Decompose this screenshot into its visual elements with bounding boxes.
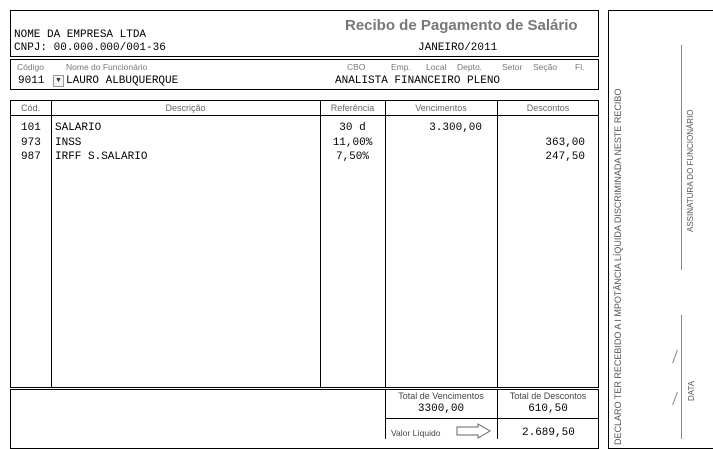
- label-secao: Seção: [533, 62, 558, 72]
- row-1-cod: 101: [21, 122, 41, 134]
- row-3-descricao: IRFF S.SALARIO: [55, 151, 148, 163]
- label-depto: Depto.: [457, 62, 483, 72]
- label-fl: Fl.: [575, 62, 585, 72]
- col-divider-referencia: [385, 100, 386, 388]
- label-code: Código: [17, 62, 44, 72]
- header-cod: Cód.: [20, 103, 40, 113]
- row-1-vencimentos: 3.300,00: [429, 122, 482, 134]
- row-1-referencia: 30 d: [339, 122, 366, 134]
- label-setor: Setor: [502, 62, 523, 72]
- total-vencimentos-value: 3300,00: [417, 403, 465, 415]
- company-cnpj: CNPJ: 00.000.000/001-36: [14, 42, 166, 54]
- row-2-referencia: 11,00%: [332, 137, 373, 149]
- total-descontos-value: 610,50: [528, 403, 568, 415]
- label-cbo: CBO: [347, 62, 366, 72]
- employee-code: 9011: [18, 75, 45, 87]
- signature-panel: [608, 10, 713, 449]
- employee-name: LAURO ALBUQUERQUE: [66, 75, 179, 87]
- table-header-divider: [10, 115, 599, 116]
- date-line: [681, 315, 682, 439]
- signature-line: [681, 45, 682, 270]
- label-local: Local: [426, 62, 447, 72]
- header-vencimentos: Vencimentos: [415, 103, 467, 113]
- date-label: DATA: [687, 380, 696, 401]
- chevron-down-icon: ▼: [55, 77, 62, 84]
- row-1-descricao: SALARIO: [55, 122, 102, 134]
- employee-code-dropdown[interactable]: [53, 75, 64, 87]
- row-3-cod: 987: [21, 151, 41, 163]
- row-3-descontos: 247,50: [545, 151, 585, 163]
- receipt-title: Recibo de Pagamento de Salário: [345, 17, 578, 34]
- valor-liquido-label: Valor Líquido: [391, 428, 441, 438]
- valor-liquido-value: 2.689,50: [522, 427, 575, 439]
- row-3-referencia: 7,50%: [335, 151, 369, 163]
- label-emp: Emp.: [391, 62, 411, 72]
- total-vencimentos-label: Total de Vencimentos: [398, 391, 484, 401]
- arrow-right-icon: [456, 423, 492, 439]
- row-2-cod: 973: [21, 137, 41, 149]
- header-descricao: Descrição: [165, 103, 206, 113]
- label-employee-name: Nome do Funcionário: [66, 62, 148, 72]
- receipt-period: JANEIRO/2011: [418, 42, 498, 54]
- employee-role: ANALISTA FINANCEIRO PLENO: [335, 75, 501, 87]
- company-name: NOME DA EMPRESA LTDA: [14, 29, 147, 41]
- declaration-text: DECLARO TER RECEBIDO A I MPOTÂNCIA LÍQUIDA DISCRIMINADA NESTE RECIBO: [613, 88, 623, 445]
- totals-row-divider: [385, 418, 599, 419]
- total-descontos-label: Total de Descontos: [509, 391, 587, 401]
- row-2-descontos: 363,00: [545, 137, 585, 149]
- signature-label: ASSINATURA DO FUNCIONÁRIO: [686, 109, 695, 232]
- header-referencia: Referência: [330, 103, 375, 113]
- row-2-descricao: INSS: [55, 137, 82, 149]
- header-descontos: Descontos: [526, 103, 570, 113]
- col-divider-cod: [51, 100, 52, 388]
